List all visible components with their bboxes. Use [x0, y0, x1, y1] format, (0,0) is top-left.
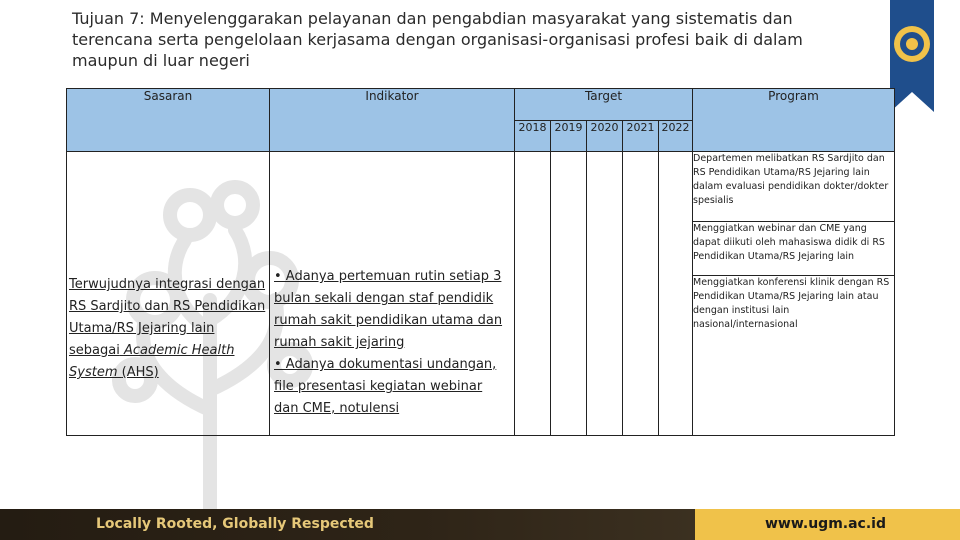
footer-tagline: Locally Rooted, Globally Respected — [96, 516, 374, 532]
header-year: 2020 — [587, 120, 623, 152]
target-cell — [623, 152, 659, 436]
goals-table — [66, 88, 895, 436]
header-program: Program — [693, 89, 895, 152]
program-item: Menggiatkan webinar dan CME yang dapat diikuti oleh mahasiswa didik di RS Pendidikan Utama/RS Jejaring lain — [693, 222, 895, 276]
target-cell — [587, 152, 623, 436]
ugm-logo-icon — [890, 0, 934, 112]
header-target: Target — [515, 89, 693, 121]
header-year: 2018 — [515, 120, 551, 152]
footer-url-link[interactable]: www.ugm.ac.id — [764, 516, 886, 532]
program-item: Departemen melibatkan RS Sardjito dan RS Pendidikan Utama/RS Jejaring lain dalam evaluasi pendidikan dokter/dokter spesialis — [693, 152, 895, 222]
footer-bar — [0, 509, 960, 540]
program-item: Menggiatkan konferensi klinik dengan RS Pendidikan Utama/RS Jejaring lain atau dengan institusi lain nasional/internasional — [693, 276, 895, 436]
page-title: Tujuan 7: Menyelenggarakan pelayanan dan pengabdian masyarakat yang sistematis dan terencana serta pengelolaan kerjasama dengan organisasi-organisasi profesi baik di dalam maupun di luar negeri — [72, 9, 803, 70]
target-cell — [515, 152, 551, 436]
header-sasaran: Sasaran — [67, 89, 270, 152]
header-indikator: Indikator — [270, 89, 515, 152]
sasaran-text: Terwujudnya integrasi dengan RS Sardjito dan RS Pendidikan Utama/RS Jejaring lain sebagai — [69, 277, 266, 358]
sasaran-cell — [67, 152, 270, 436]
header-year: 2021 — [623, 120, 659, 152]
sasaran-suffix: (AHS) — [121, 365, 159, 380]
target-cell — [551, 152, 587, 436]
header-year: 2019 — [551, 120, 587, 152]
indikator-item: • Adanya pertemuan rutin setiap 3 bulan sekali dengan staf pendidik rumah sakit pendidikan utama dan rumah sakit jejaring — [274, 269, 503, 350]
indikator-item: • Adanya dokumentasi undangan, file presentasi kegiatan webinar dan CME, notulensi — [274, 357, 497, 416]
indikator-cell — [270, 152, 515, 436]
sasaran-italic: Academic Health System — [69, 343, 235, 380]
target-cell — [659, 152, 693, 436]
header-year: 2022 — [659, 120, 693, 152]
